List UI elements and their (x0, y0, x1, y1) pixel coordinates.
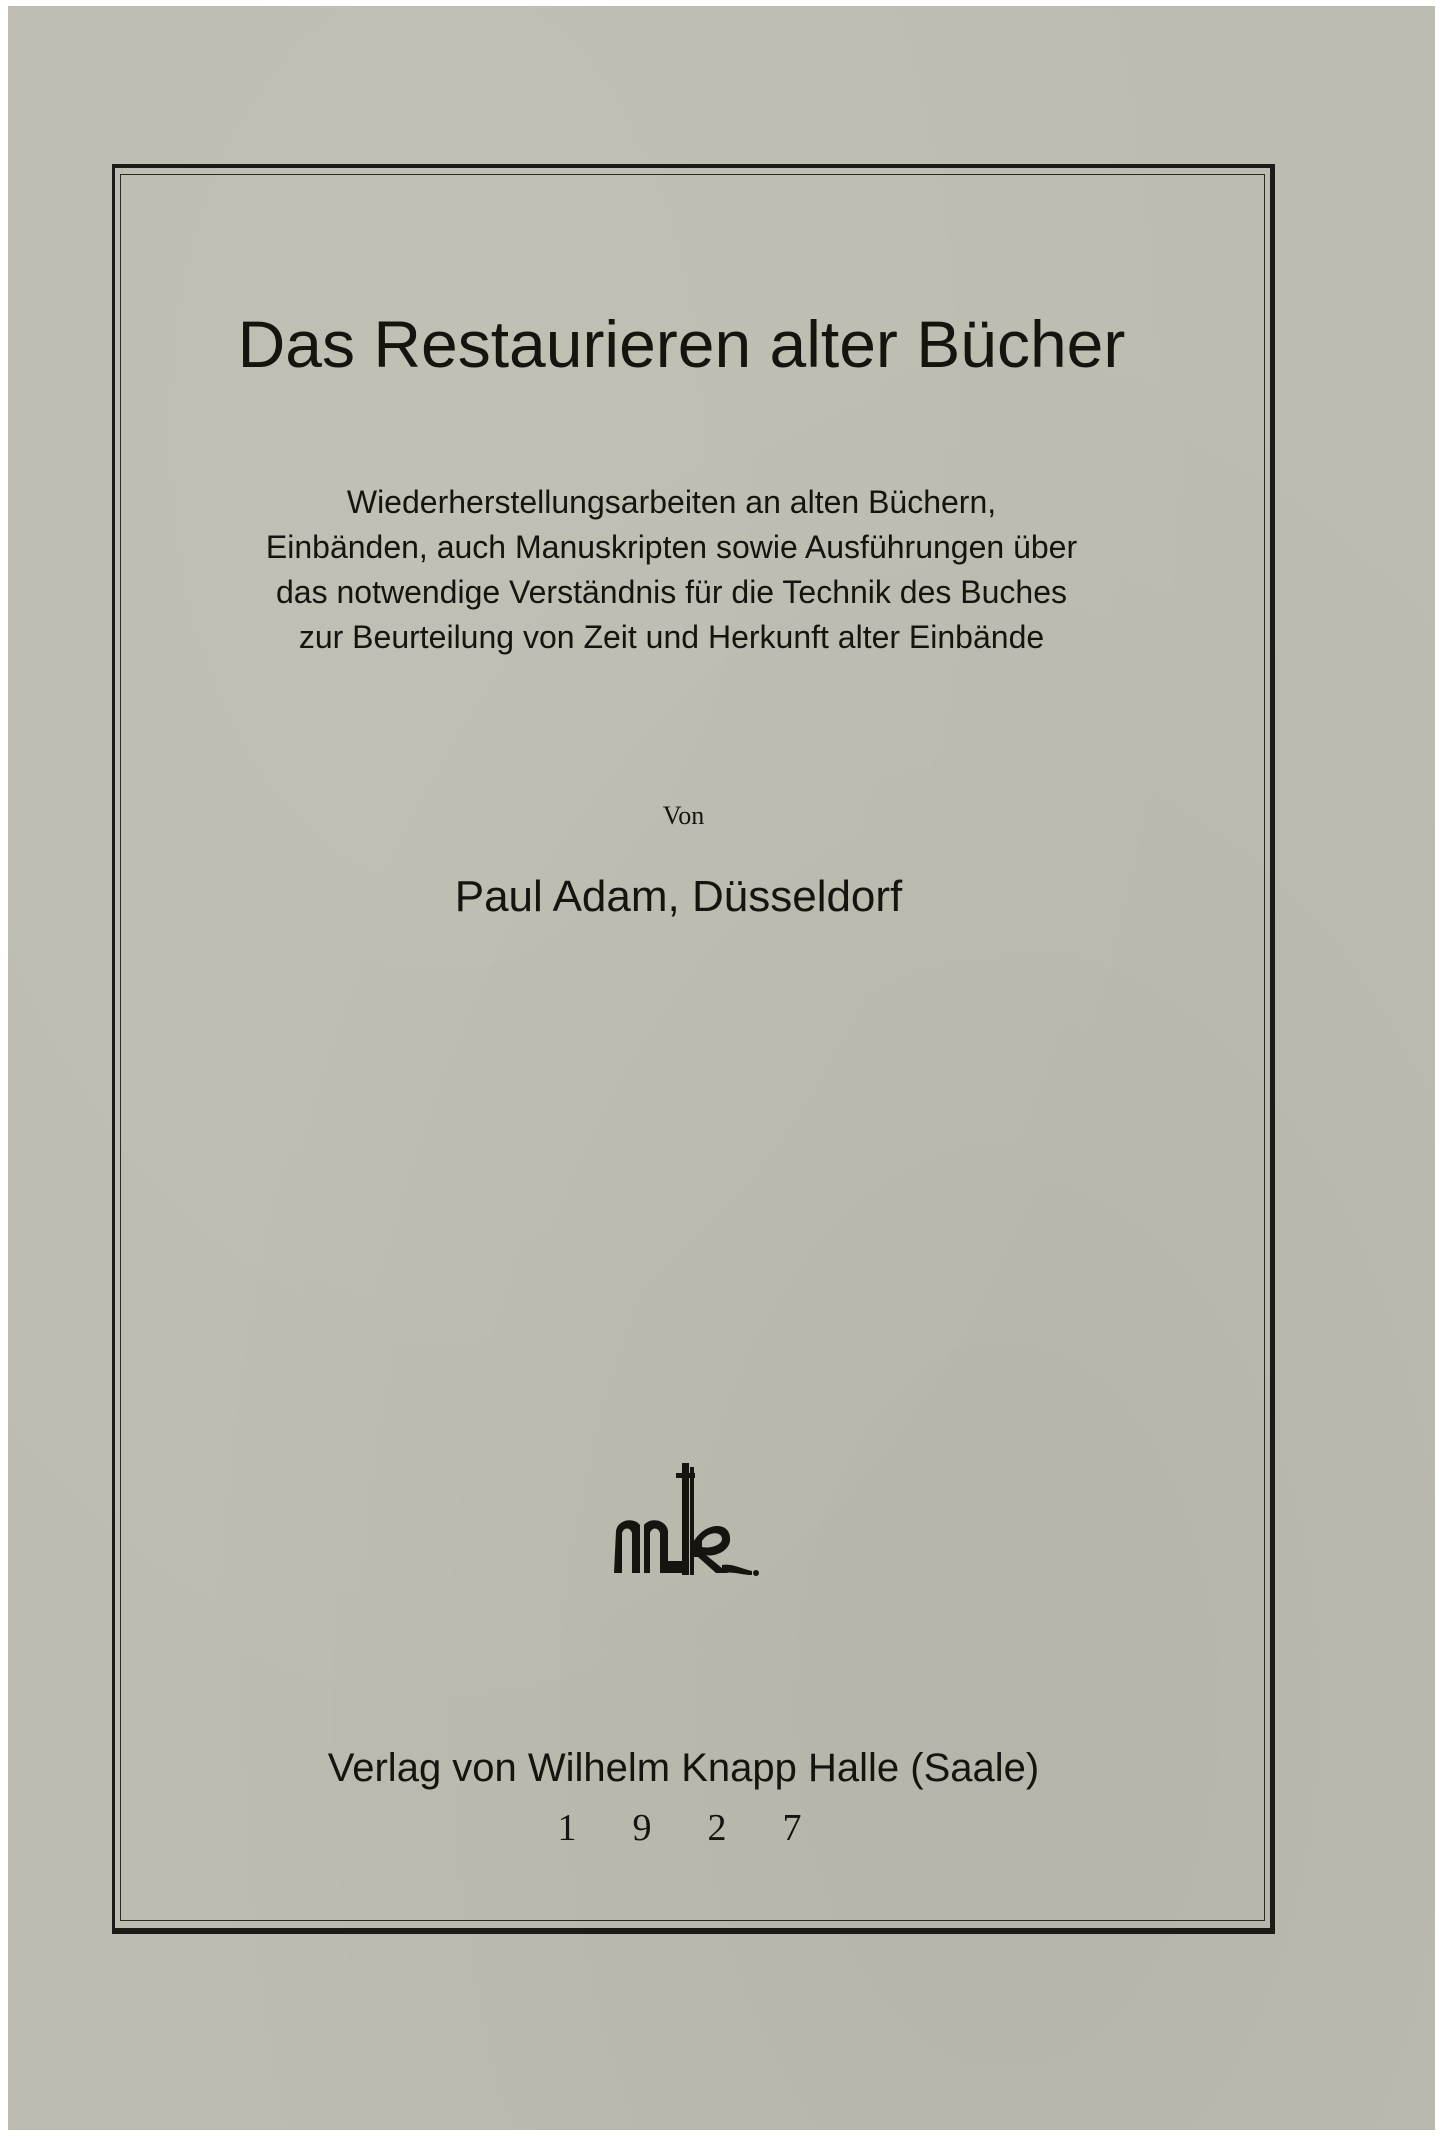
subtitle-line: zur Beurteilung von Zeit und Herkunft alter Einbände (298, 619, 1045, 655)
subtitle-line: das notwendige Verständnis für die Technik des Buches (275, 574, 1068, 610)
publisher-imprint: Verlag von Wilhelm Knapp Halle (Saale) (327, 1746, 1040, 1790)
author-name: Paul Adam, Düsseldorf (454, 872, 903, 921)
subtitle-line: Wiederherstellungsarbeiten an alten Büchern, (346, 484, 997, 520)
byline-prefix: Von (662, 801, 705, 830)
subtitle-line: Einbänden, auch Manuskripten sowie Ausführungen über (265, 529, 1078, 565)
page-border-inner-rule (120, 174, 1265, 1921)
page-border (112, 164, 1275, 1934)
book-title: Das Restaurieren alter Bücher (237, 307, 1126, 381)
publisher-logo-icon (610, 1461, 760, 1591)
title-page (8, 6, 1435, 2130)
book-subtitle (0, 480, 1385, 660)
publication-year: 1927 (557, 1807, 858, 1849)
